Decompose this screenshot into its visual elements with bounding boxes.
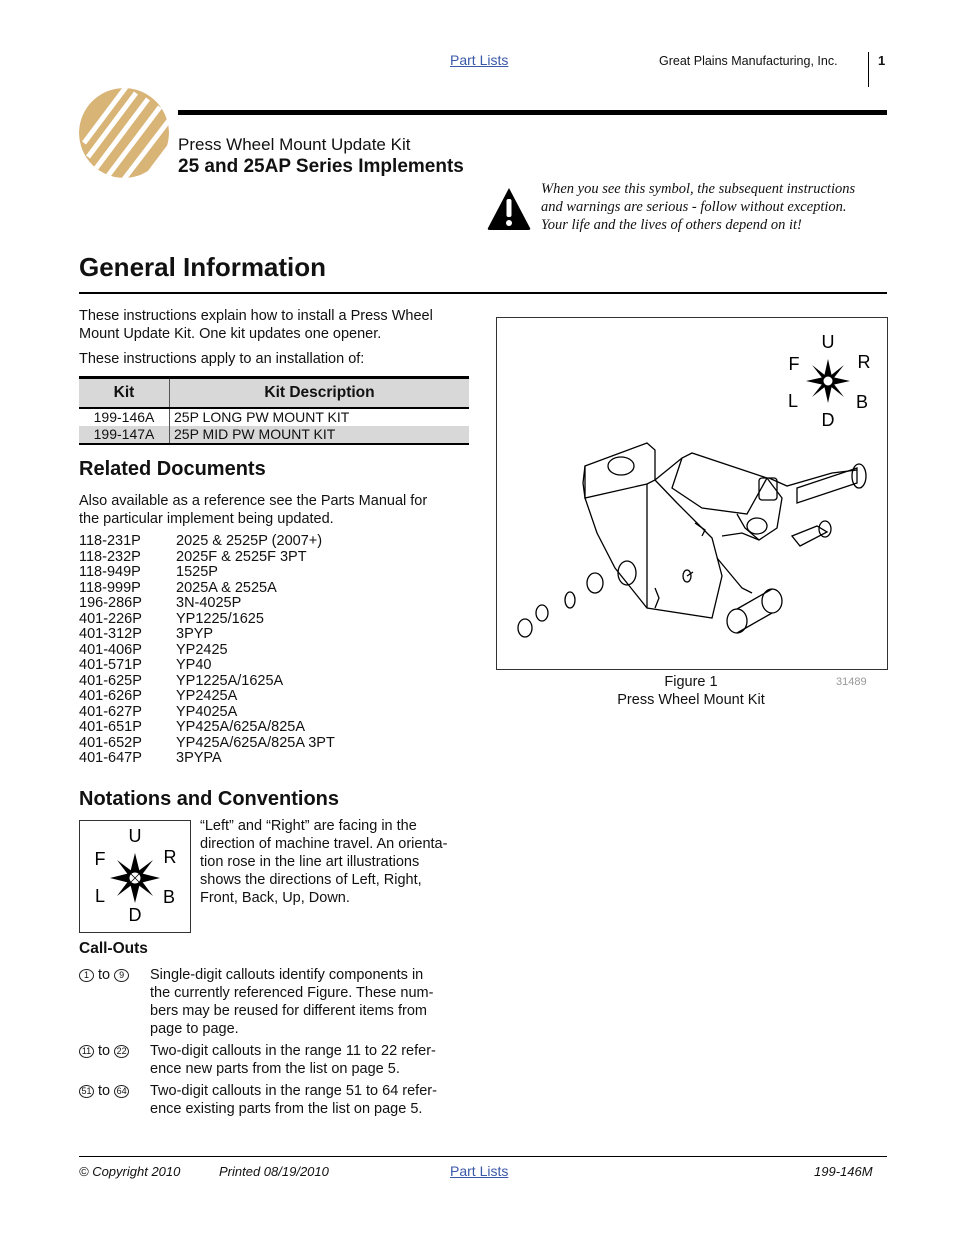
svg-text:F: F	[788, 354, 800, 374]
list-item: 118-949P 1525P	[79, 564, 218, 580]
figure-1-box	[496, 317, 888, 670]
related-documents-heading: Related Documents	[79, 458, 266, 480]
svg-text:U: U	[821, 332, 835, 352]
kit-table	[79, 376, 469, 445]
table-row	[79, 426, 469, 444]
kit-description-header: Kit Description	[170, 378, 470, 409]
footer-part-lists-link[interactable]: Part Lists	[450, 1163, 509, 1179]
kit-description: 25P LONG PW MOUNT KIT	[174, 409, 350, 425]
orientation-rose-icon	[80, 821, 190, 932]
list-item: 401-406P YP2425	[79, 641, 228, 658]
header-divider	[868, 52, 869, 87]
rose-right-label: R	[163, 847, 177, 867]
list-item: 401-652P YP425A/625A/825A 3PT	[79, 734, 335, 751]
notations-text: “Left” and “Right” are facing in the direction of machine travel. An orienta- tion rose in the line art illustrations shows the directions of Left, Right, Front, Back, Up, Down.	[200, 818, 448, 906]
notations-heading: Notations and Conventions	[79, 788, 339, 810]
press-wheel-mount-kit-illustration	[497, 318, 887, 669]
kit-subtitle: Press Wheel Mount Update Kit	[178, 135, 411, 154]
callouts-heading: Call-Outs	[79, 940, 148, 957]
section-title: General Information	[79, 252, 327, 282]
kit-table-header	[79, 378, 469, 409]
list-item: 401-625P YP1225A/1625A	[79, 672, 284, 689]
orientation-rose-box	[79, 820, 191, 933]
list-item: 401-626P YP2425A	[79, 688, 238, 704]
warning-icon	[486, 186, 532, 231]
list-item: 196-286P 3N-4025P	[79, 595, 242, 611]
section-rule	[79, 292, 887, 294]
svg-text:R: R	[857, 352, 871, 372]
printed-date: Printed 08/19/2010	[219, 1164, 329, 1179]
list-item: 401-226P YP1225/1625	[79, 610, 264, 627]
figure-number: 31489	[836, 676, 867, 688]
intro-applies: These instructions apply to an installation of:	[79, 351, 365, 367]
callout-item: 51 to 64 Two-digit callouts in the range 51 to 64 refer- ence existing parts from the list on page 5.	[79, 1082, 437, 1118]
list-item: 118-999P 2025A & 2525A	[79, 579, 277, 596]
list-item: 401-571P YP40	[79, 657, 212, 673]
figure-caption: Press Wheel Mount Kit	[617, 692, 765, 708]
copyright: © Copyright 2010	[79, 1164, 181, 1179]
company-logo	[78, 87, 170, 179]
part-lists-link[interactable]: Part Lists	[450, 52, 509, 68]
rose-down-label: D	[128, 905, 142, 925]
list-item: 401-312P 3PYP	[79, 626, 214, 642]
svg-text:L: L	[787, 391, 799, 411]
callout-item: 11 to 22 Two-digit callouts in the range 11 to 22 refer- ence new parts from the list on page 5.	[79, 1042, 436, 1078]
related-documents-list	[79, 534, 335, 767]
footer-rule	[79, 1156, 887, 1157]
rose-left-label: L	[94, 886, 106, 906]
list-item: 401-627P YP4025A	[79, 703, 238, 720]
svg-text:B: B	[855, 392, 869, 412]
list-item: 401-647P 3PYPA	[79, 750, 222, 766]
list-item: 118-232P 2025F & 2525F 3PT	[79, 548, 307, 565]
figure-label: Figure 1	[664, 674, 718, 690]
page-number: 1	[878, 53, 886, 68]
rose-up-label: U	[128, 826, 142, 846]
table-row	[79, 408, 469, 426]
list-item: 118-231P 2025 & 2525P (2007+)	[79, 533, 323, 549]
rose-front-label: F	[94, 849, 106, 869]
kit-description: 25P MID PW MOUNT KIT	[170, 426, 470, 444]
callout-item: 1 to 9 Single-digit callouts identify components in the currently referenced Figure. These num- bers may be reused for different items from page to page.	[79, 966, 433, 1038]
kit-number: 199-147A	[79, 426, 170, 444]
header-rule	[178, 110, 887, 115]
related-documents-text: Also available as a reference see the Parts Manual for the particular implement being updated.	[79, 493, 428, 527]
rose-back-label: B	[162, 887, 176, 907]
orientation-rose-icon	[806, 359, 850, 403]
kit-number: 199-146A	[79, 408, 170, 426]
kit-title: 25 and 25AP Series Implements	[178, 156, 464, 177]
warning-text: When you see this symbol, the subsequent instructions and warnings are serious - follow without exception. Your life and the lives of others depend on it!	[541, 181, 856, 233]
intro-paragraph: These instructions explain how to install a Press Wheel Mount Update Kit. One kit updates one opener.	[79, 308, 433, 342]
company-name: Great Plains Manufacturing, Inc.	[659, 54, 838, 68]
document-number: 199-146M	[814, 1164, 873, 1179]
list-item: 401-651P YP425A/625A/825A	[79, 719, 305, 735]
svg-text:D: D	[821, 410, 835, 430]
kit-column-header: Kit	[79, 378, 170, 409]
